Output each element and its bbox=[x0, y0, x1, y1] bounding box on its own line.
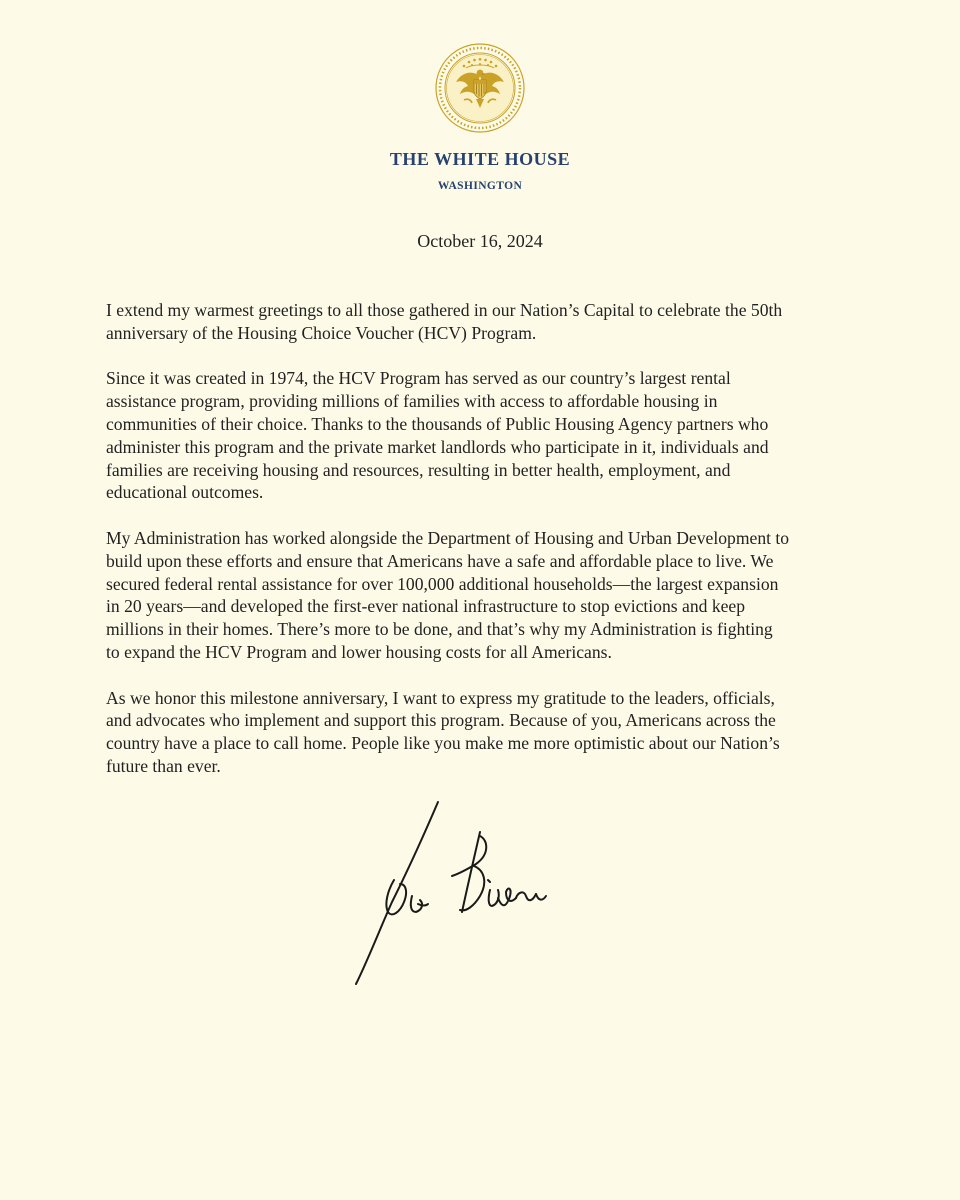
letter-paragraph bbox=[106, 687, 866, 778]
text-line: communities of their choice. Thanks to the thousands of Public Housing Agency partners who bbox=[106, 413, 769, 434]
text-line: families are receiving housing and resources, resulting in better health, employment, and bbox=[106, 459, 731, 480]
letter-body bbox=[106, 299, 866, 801]
text-line: Since it was created in 1974, the HCV Program has served as our country’s largest rental bbox=[106, 368, 731, 389]
text-line: to expand the HCV Program and lower housing costs for all Americans. bbox=[106, 641, 612, 662]
text-line: administer this program and the private market landlords who participate in it, individuals and bbox=[106, 436, 769, 457]
text-line: secured federal rental assistance for over 100,000 additional households—the largest expansion bbox=[106, 573, 779, 594]
text-line: millions in their homes. There’s more to be done, and that’s why my Administration is fighting bbox=[106, 619, 773, 640]
text-line: I extend my warmest greetings to all those gathered in our Nation’s Capital to celebrate the 50th bbox=[106, 300, 783, 320]
text-line: and advocates who implement and support this program. Because of you, Americans across the bbox=[106, 710, 776, 731]
letterhead-location: WASHINGTON bbox=[437, 180, 523, 192]
text-line: country have a place to call home. People like you make me more optimistic about our Nation’s bbox=[106, 733, 780, 754]
presidential-seal-icon bbox=[434, 42, 526, 134]
text-line: future than ever. bbox=[106, 755, 221, 776]
letterhead-title: THE WHITE HOUSE bbox=[389, 149, 571, 169]
text-line: in 20 years—and developed the first-ever national infrastructure to stop evictions and keep bbox=[106, 596, 746, 617]
letter-date: October 16, 2024 bbox=[417, 231, 543, 251]
signature-icon bbox=[348, 800, 558, 990]
text-line: educational outcomes. bbox=[106, 482, 264, 503]
letter-paragraph bbox=[106, 367, 866, 504]
letter-paragraph bbox=[106, 299, 866, 345]
text-line: build upon these efforts and ensure that Americans have a safe and affordable place to live. We bbox=[106, 550, 774, 571]
text-line: My Administration has worked alongside the Department of Housing and Urban Development to bbox=[106, 527, 790, 548]
text-line: As we honor this milestone anniversary, I want to express my gratitude to the leaders, officials, bbox=[106, 687, 775, 708]
text-line: assistance program, providing millions of families with access to affordable housing in bbox=[106, 391, 718, 412]
letter-paragraph bbox=[106, 527, 866, 664]
text-line: anniversary of the Housing Choice Voucher (HCV) Program. bbox=[106, 322, 537, 343]
